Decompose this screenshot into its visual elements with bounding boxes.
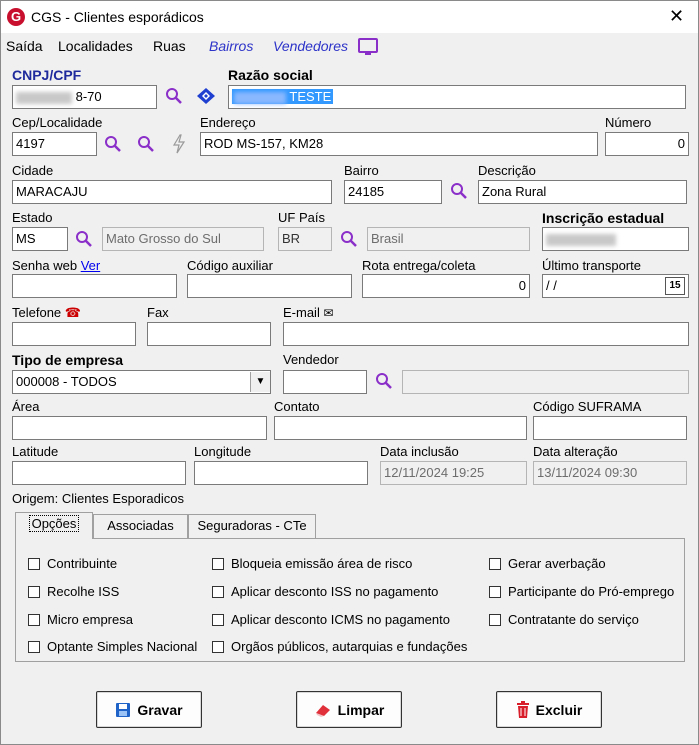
lightning-icon[interactable] <box>171 134 187 154</box>
cep-label: Cep/Localidade <box>12 115 103 130</box>
micro-empresa-checkbox[interactable] <box>28 614 40 626</box>
menu-localidades[interactable]: Localidades <box>58 38 133 54</box>
uf-pais-input[interactable]: BR <box>278 227 332 251</box>
search-icon[interactable] <box>137 135 155 153</box>
senha-web-input[interactable] <box>12 274 177 298</box>
descricao-label: Descrição <box>478 163 536 178</box>
blurred-text <box>16 92 72 104</box>
desconto-icms-label: Aplicar desconto ICMS no pagamento <box>231 612 450 627</box>
gerar-averbacao-label: Gerar averbação <box>508 556 606 571</box>
tab-associadas[interactable]: Associadas <box>93 514 188 538</box>
endereco-label: Endereço <box>200 115 256 130</box>
longitude-label: Longitude <box>194 444 252 459</box>
latitude-label: Latitude <box>12 444 59 459</box>
inscricao-input[interactable] <box>542 227 689 251</box>
ultimo-transporte-input[interactable]: / / <box>542 274 689 298</box>
contratante-servico-checkbox[interactable] <box>489 614 501 626</box>
trash-icon <box>516 701 530 719</box>
area-label: Área <box>12 399 40 414</box>
latitude-input[interactable] <box>12 461 186 485</box>
envelope-icon[interactable]: ✉ <box>323 306 334 320</box>
search-icon[interactable] <box>75 230 93 248</box>
bairro-label: Bairro <box>344 163 379 178</box>
calendar-icon[interactable]: 15 <box>665 277 685 295</box>
razao-input[interactable]: TESTE <box>228 85 686 109</box>
uf-pais-label: UF País <box>278 210 325 225</box>
contratante-servico-label: Contratante do serviço <box>508 612 639 627</box>
contato-label: Contato <box>274 399 320 414</box>
senha-web-label: Senha web Ver <box>12 258 101 273</box>
recolhe-iss-checkbox[interactable] <box>28 586 40 598</box>
data-inclusao-label: Data inclusão <box>380 444 459 459</box>
search-icon[interactable] <box>450 182 468 200</box>
desconto-icms-checkbox[interactable] <box>212 614 224 626</box>
pro-emprego-checkbox[interactable] <box>489 586 501 598</box>
data-alteracao-display: 13/11/2024 09:30 <box>533 461 687 485</box>
simples-nacional-checkbox[interactable] <box>28 641 40 653</box>
estado-name-display: Mato Grosso do Sul <box>102 227 264 251</box>
save-icon <box>115 702 131 718</box>
recolhe-iss-label: Recolhe ISS <box>47 584 120 599</box>
data-alteracao-label: Data alteração <box>533 444 618 459</box>
origem-text: Origem: Clientes Esporadicos <box>12 491 184 506</box>
cidade-input[interactable]: MARACAJU <box>12 180 332 204</box>
fax-label: Fax <box>147 305 169 320</box>
numero-label: Número <box>605 115 652 130</box>
search-icon[interactable] <box>165 87 183 105</box>
cnpj-label: CNPJ/CPF <box>12 67 82 83</box>
endereco-input[interactable]: ROD MS-157, KM28 <box>200 132 598 156</box>
area-input[interactable] <box>12 416 267 440</box>
orgaos-publicos-label: Orgãos públicos, autarquias e fundações <box>231 639 468 654</box>
email-input[interactable] <box>283 322 689 346</box>
bloqueia-area-risco-label: Bloqueia emissão área de risco <box>231 556 413 571</box>
desconto-iss-checkbox[interactable] <box>212 586 224 598</box>
fax-input[interactable] <box>147 322 271 346</box>
eraser-icon <box>314 702 332 718</box>
pais-name-display: Brasil <box>367 227 530 251</box>
rota-label: Rota entrega/coleta <box>362 258 476 273</box>
menu-bairros[interactable]: Bairros <box>209 38 254 54</box>
longitude-input[interactable] <box>194 461 368 485</box>
email-label: E-mail ✉ <box>283 305 334 320</box>
gravar-button[interactable]: Gravar <box>96 691 202 728</box>
codigo-auxiliar-input[interactable] <box>187 274 352 298</box>
vendedor-label: Vendedor <box>283 352 339 367</box>
cidade-label: Cidade <box>12 163 54 178</box>
menu-saida[interactable]: Saída <box>6 38 43 54</box>
phone-icon: ☎ <box>64 305 81 320</box>
ultimo-transporte-label: Último transporte <box>542 258 641 273</box>
inscricao-label: Inscrição estadual <box>542 210 665 226</box>
contato-input[interactable] <box>274 416 527 440</box>
chevron-down-icon[interactable]: ▼ <box>250 372 270 392</box>
bloqueia-area-risco-checkbox[interactable] <box>212 558 224 570</box>
tab-opcoes[interactable]: Opções <box>15 512 93 539</box>
tab-seguradoras[interactable]: Seguradoras - CTe <box>188 514 316 538</box>
razao-label: Razão social <box>228 67 313 83</box>
menu-vendedores[interactable]: Vendedores <box>273 38 348 54</box>
desconto-iss-label: Aplicar desconto ISS no pagamento <box>231 584 439 599</box>
bairro-input[interactable]: 24185 <box>344 180 442 204</box>
blurred-text <box>234 92 286 104</box>
pro-emprego-label: Participante do Pró-emprego <box>508 584 675 599</box>
gerar-averbacao-checkbox[interactable] <box>489 558 501 570</box>
suframa-input[interactable] <box>533 416 687 440</box>
search-icon[interactable] <box>104 135 122 153</box>
cep-input[interactable]: 4197 <box>12 132 97 156</box>
simples-nacional-label: Optante Simples Nacional <box>47 639 198 654</box>
search-icon[interactable] <box>375 372 393 390</box>
vendedor-name-display <box>402 370 689 394</box>
app-logo-icon: G <box>7 8 25 26</box>
receita-lookup-icon[interactable] <box>196 87 216 105</box>
contribuinte-checkbox[interactable] <box>28 558 40 570</box>
data-inclusao-display: 12/11/2024 19:25 <box>380 461 527 485</box>
menu-ruas[interactable]: Ruas <box>153 38 186 54</box>
monitor-icon[interactable] <box>358 38 378 53</box>
telefone-input[interactable] <box>12 322 136 346</box>
close-button[interactable]: ✕ <box>669 6 685 26</box>
suframa-label: Código SUFRAMA <box>533 399 642 414</box>
descricao-input[interactable]: Zona Rural <box>478 180 687 204</box>
micro-empresa-label: Micro empresa <box>47 612 133 627</box>
limpar-button[interactable]: Limpar <box>296 691 402 728</box>
orgaos-publicos-checkbox[interactable] <box>212 641 224 653</box>
blurred-text <box>546 234 616 246</box>
numero-input[interactable]: 0 <box>605 132 689 156</box>
codigo-auxiliar-label: Código auxiliar <box>187 258 273 273</box>
cnpj-input[interactable]: 8-70 <box>12 85 157 109</box>
telefone-label: Telefone ☎ <box>12 305 81 320</box>
rota-input[interactable]: 0 <box>362 274 530 298</box>
search-icon[interactable] <box>340 230 358 248</box>
estado-input[interactable]: MS <box>12 227 68 251</box>
vendedor-input[interactable] <box>283 370 367 394</box>
estado-label: Estado <box>12 210 53 225</box>
contribuinte-label: Contribuinte <box>47 556 118 571</box>
tipo-empresa-select[interactable]: 000008 - TODOS <box>12 370 271 394</box>
window-title: CGS - Clientes esporádicos <box>31 9 204 25</box>
excluir-button[interactable]: Excluir <box>496 691 602 728</box>
ver-senha-link[interactable]: Ver <box>80 258 101 273</box>
tipo-empresa-label: Tipo de empresa <box>12 352 124 368</box>
